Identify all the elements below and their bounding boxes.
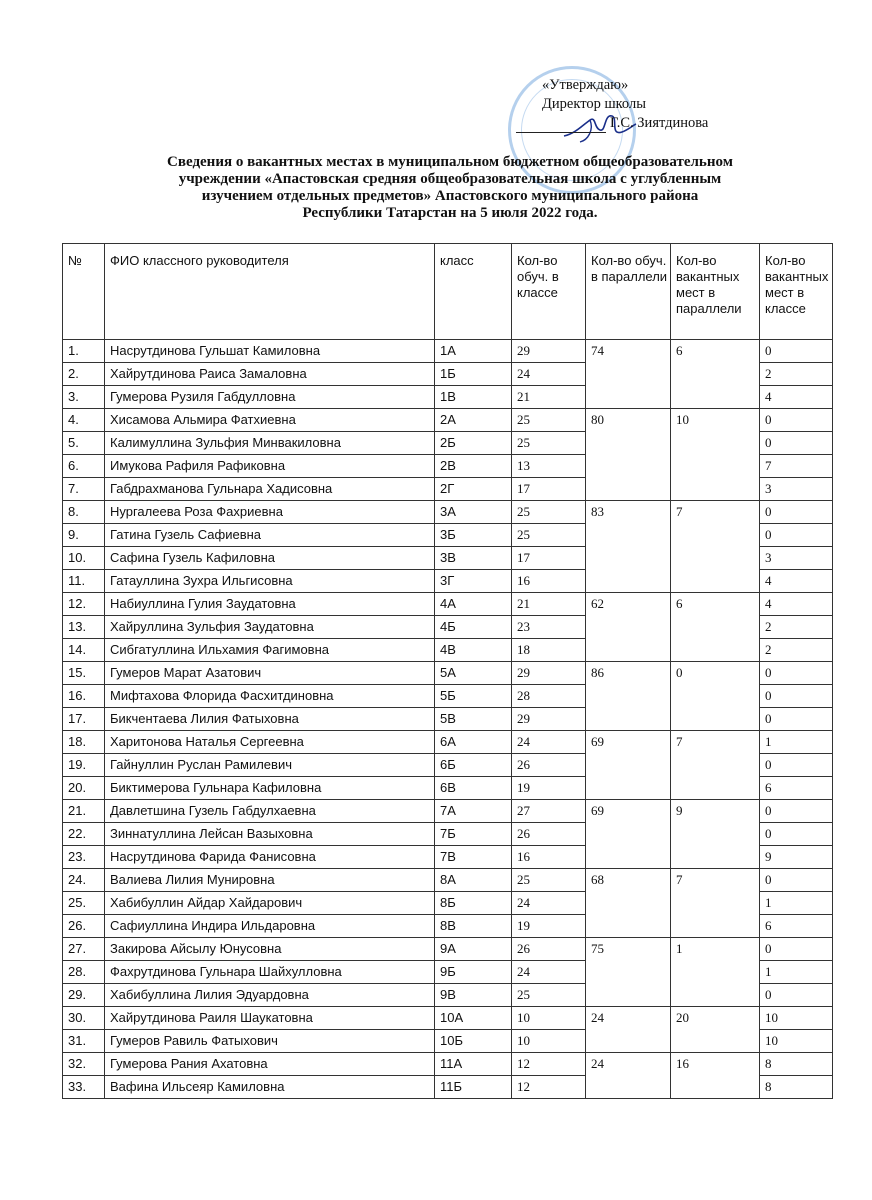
row-number: 13. xyxy=(63,616,105,639)
class-name: 1Б xyxy=(435,363,512,386)
row-number: 29. xyxy=(63,984,105,1007)
students-in-class: 29 xyxy=(512,662,586,685)
header-class: класс xyxy=(435,244,512,340)
class-name: 3Г xyxy=(435,570,512,593)
vacancies-in-parallel: 9 xyxy=(671,800,760,869)
teacher-name: Хабибуллин Айдар Хайдарович xyxy=(105,892,435,915)
students-in-class: 25 xyxy=(512,501,586,524)
class-name: 4Б xyxy=(435,616,512,639)
students-in-class: 29 xyxy=(512,708,586,731)
vacancies-in-class: 1 xyxy=(760,731,833,754)
vacancies-in-class: 4 xyxy=(760,570,833,593)
students-in-parallel: 75 xyxy=(586,938,671,1007)
teacher-name: Насрутдинова Фарида Фанисовна xyxy=(105,846,435,869)
approval-block xyxy=(516,76,816,133)
students-in-class: 16 xyxy=(512,846,586,869)
vacancies-in-parallel: 7 xyxy=(671,869,760,938)
teacher-name: Валиева Лилия Мунировна xyxy=(105,869,435,892)
vacancies-in-class: 0 xyxy=(760,869,833,892)
document-title xyxy=(100,154,800,222)
students-in-class: 25 xyxy=(512,524,586,547)
row-number: 17. xyxy=(63,708,105,731)
row-number: 4. xyxy=(63,409,105,432)
teacher-name: Гумерова Рания Ахатовна xyxy=(105,1053,435,1076)
vacancies-in-class: 9 xyxy=(760,846,833,869)
row-number: 26. xyxy=(63,915,105,938)
teacher-name: Гумеров Равиль Фатыхович xyxy=(105,1030,435,1053)
row-number: 15. xyxy=(63,662,105,685)
vacancies-in-class: 0 xyxy=(760,409,833,432)
vacancies-in-class: 0 xyxy=(760,501,833,524)
teacher-name: Бикчентаева Лилия Фатыховна xyxy=(105,708,435,731)
students-in-class: 21 xyxy=(512,386,586,409)
row-number: 21. xyxy=(63,800,105,823)
row-number: 24. xyxy=(63,869,105,892)
teacher-name: Габдрахманова Гульнара Хадисовна xyxy=(105,478,435,501)
row-number: 3. xyxy=(63,386,105,409)
students-in-class: 24 xyxy=(512,363,586,386)
vacancies-in-parallel: 10 xyxy=(671,409,760,501)
students-in-class: 19 xyxy=(512,777,586,800)
class-name: 2Г xyxy=(435,478,512,501)
vacancies-in-class: 0 xyxy=(760,662,833,685)
vacancies-in-class: 0 xyxy=(760,708,833,731)
teacher-name: Гайнуллин Руслан Рамилевич xyxy=(105,754,435,777)
row-number: 10. xyxy=(63,547,105,570)
vacancies-in-parallel: 0 xyxy=(671,662,760,731)
row-number: 32. xyxy=(63,1053,105,1076)
row-number: 20. xyxy=(63,777,105,800)
class-name: 6В xyxy=(435,777,512,800)
vacancies-in-class: 0 xyxy=(760,432,833,455)
row-number: 12. xyxy=(63,593,105,616)
vacancies-in-class: 3 xyxy=(760,478,833,501)
class-name: 3А xyxy=(435,501,512,524)
row-number: 27. xyxy=(63,938,105,961)
vacancies-in-class: 6 xyxy=(760,915,833,938)
class-name: 5А xyxy=(435,662,512,685)
teacher-name: Хайрутдинова Раиса Замаловна xyxy=(105,363,435,386)
class-name: 1В xyxy=(435,386,512,409)
teacher-name: Имукова Рафиля Рафиковна xyxy=(105,455,435,478)
row-number: 8. xyxy=(63,501,105,524)
approval-position: Директор школы xyxy=(542,96,646,112)
class-name: 11Б xyxy=(435,1076,512,1099)
vacancies-in-class: 2 xyxy=(760,616,833,639)
vacancies-in-parallel: 16 xyxy=(671,1053,760,1099)
class-name: 8В xyxy=(435,915,512,938)
students-in-class: 24 xyxy=(512,731,586,754)
row-number: 2. xyxy=(63,363,105,386)
students-in-parallel: 83 xyxy=(586,501,671,593)
table-row xyxy=(63,409,833,432)
teacher-name: Гатауллина Зухра Ильгисовна xyxy=(105,570,435,593)
teacher-name: Хабибуллина Лилия Эдуардовна xyxy=(105,984,435,1007)
students-in-class: 26 xyxy=(512,823,586,846)
class-name: 1А xyxy=(435,340,512,363)
class-name: 4В xyxy=(435,639,512,662)
row-number: 5. xyxy=(63,432,105,455)
vacancies-in-class: 0 xyxy=(760,685,833,708)
students-in-class: 26 xyxy=(512,754,586,777)
class-name: 7А xyxy=(435,800,512,823)
class-name: 4А xyxy=(435,593,512,616)
vacancies-in-class: 0 xyxy=(760,938,833,961)
signature-line xyxy=(516,116,606,133)
class-name: 10Б xyxy=(435,1030,512,1053)
teacher-name: Набиуллина Гулия Заудатовна xyxy=(105,593,435,616)
class-name: 9В xyxy=(435,984,512,1007)
students-in-class: 29 xyxy=(512,340,586,363)
row-number: 11. xyxy=(63,570,105,593)
students-in-parallel: 68 xyxy=(586,869,671,938)
students-in-parallel: 86 xyxy=(586,662,671,731)
class-name: 6Б xyxy=(435,754,512,777)
class-name: 8А xyxy=(435,869,512,892)
table-row xyxy=(63,662,833,685)
students-in-class: 25 xyxy=(512,984,586,1007)
row-number: 23. xyxy=(63,846,105,869)
students-in-class: 24 xyxy=(512,892,586,915)
table-row xyxy=(63,1053,833,1076)
class-name: 7В xyxy=(435,846,512,869)
students-in-class: 23 xyxy=(512,616,586,639)
vacancies-in-class: 0 xyxy=(760,340,833,363)
row-number: 18. xyxy=(63,731,105,754)
students-in-class: 21 xyxy=(512,593,586,616)
vacancies-in-class: 1 xyxy=(760,892,833,915)
vacancies-in-class: 2 xyxy=(760,363,833,386)
vacancies-in-class: 3 xyxy=(760,547,833,570)
students-in-class: 10 xyxy=(512,1030,586,1053)
table-row xyxy=(63,593,833,616)
students-in-class: 12 xyxy=(512,1076,586,1099)
vacancies-in-class: 8 xyxy=(760,1053,833,1076)
table-row xyxy=(63,800,833,823)
vacancies-in-class: 0 xyxy=(760,823,833,846)
students-in-class: 25 xyxy=(512,869,586,892)
class-name: 2А xyxy=(435,409,512,432)
vacancies-in-class: 4 xyxy=(760,386,833,409)
approval-director-name: Г.С. Зиятдинова xyxy=(610,115,709,131)
row-number: 6. xyxy=(63,455,105,478)
teacher-name: Хайрутдинова Раиля Шаукатовна xyxy=(105,1007,435,1030)
students-in-class: 25 xyxy=(512,432,586,455)
students-in-class: 27 xyxy=(512,800,586,823)
header-students-in-parallel: Кол-во обуч. в параллели xyxy=(586,244,671,340)
row-number: 14. xyxy=(63,639,105,662)
teacher-name: Закирова Айсылу Юнусовна xyxy=(105,938,435,961)
vacancies-in-class: 6 xyxy=(760,777,833,800)
table-body xyxy=(63,340,833,1099)
teacher-name: Насрутдинова Гульшат Камиловна xyxy=(105,340,435,363)
teacher-name: Хайруллина Зульфия Заудатовна xyxy=(105,616,435,639)
header-vacancies-in-parallel: Кол-во вакантных мест в параллели xyxy=(671,244,760,340)
teacher-name: Гумеров Марат Азатович xyxy=(105,662,435,685)
header-students-in-class: Кол-во обуч. в классе xyxy=(512,244,586,340)
row-number: 1. xyxy=(63,340,105,363)
vacancies-in-parallel: 1 xyxy=(671,938,760,1007)
approval-heading: «Утверждаю» xyxy=(542,77,629,93)
students-in-parallel: 24 xyxy=(586,1007,671,1053)
vacancies-in-class: 10 xyxy=(760,1007,833,1030)
row-number: 22. xyxy=(63,823,105,846)
students-in-class: 24 xyxy=(512,961,586,984)
row-number: 9. xyxy=(63,524,105,547)
row-number: 33. xyxy=(63,1076,105,1099)
students-in-class: 18 xyxy=(512,639,586,662)
vacancies-in-class: 8 xyxy=(760,1076,833,1099)
title-line-4: Республики Татарстан на 5 июля 2022 года. xyxy=(302,205,598,221)
table-row xyxy=(63,501,833,524)
class-name: 2Б xyxy=(435,432,512,455)
students-in-parallel: 69 xyxy=(586,800,671,869)
students-in-class: 17 xyxy=(512,478,586,501)
vacancies-in-class: 2 xyxy=(760,639,833,662)
class-name: 10А xyxy=(435,1007,512,1030)
students-in-class: 12 xyxy=(512,1053,586,1076)
class-name: 3Б xyxy=(435,524,512,547)
teacher-name: Харитонова Наталья Сергеевна xyxy=(105,731,435,754)
students-in-parallel: 24 xyxy=(586,1053,671,1099)
title-line-2: учреждении «Апастовская средняя общеобразовательная школа с углубленным xyxy=(178,171,722,187)
class-name: 11А xyxy=(435,1053,512,1076)
class-name: 9А xyxy=(435,938,512,961)
row-number: 19. xyxy=(63,754,105,777)
table-header-row xyxy=(63,244,833,340)
table-row xyxy=(63,938,833,961)
students-in-class: 16 xyxy=(512,570,586,593)
class-name: 5Б xyxy=(435,685,512,708)
table-row xyxy=(63,1007,833,1030)
table-row xyxy=(63,731,833,754)
students-in-class: 19 xyxy=(512,915,586,938)
teacher-name: Вафина Ильсеяр Камиловна xyxy=(105,1076,435,1099)
teacher-name: Гатина Гузель Сафиевна xyxy=(105,524,435,547)
vacancies-in-class: 4 xyxy=(760,593,833,616)
vacancies-in-class: 0 xyxy=(760,524,833,547)
table-row xyxy=(63,340,833,363)
vacancy-table xyxy=(62,243,833,1099)
teacher-name: Нургалеева Роза Фахриевна xyxy=(105,501,435,524)
students-in-parallel: 69 xyxy=(586,731,671,800)
class-name: 6А xyxy=(435,731,512,754)
class-name: 8Б xyxy=(435,892,512,915)
teacher-name: Сафина Гузель Кафиловна xyxy=(105,547,435,570)
students-in-parallel: 74 xyxy=(586,340,671,409)
vacancies-in-parallel: 20 xyxy=(671,1007,760,1053)
vacancies-in-parallel: 6 xyxy=(671,340,760,409)
students-in-parallel: 80 xyxy=(586,409,671,501)
header-name: ФИО классного руководителя xyxy=(105,244,435,340)
vacancies-in-parallel: 6 xyxy=(671,593,760,662)
teacher-name: Мифтахова Флорида Фасхитдиновна xyxy=(105,685,435,708)
row-number: 28. xyxy=(63,961,105,984)
students-in-class: 26 xyxy=(512,938,586,961)
vacancies-in-parallel: 7 xyxy=(671,501,760,593)
class-name: 7Б xyxy=(435,823,512,846)
row-number: 30. xyxy=(63,1007,105,1030)
vacancies-in-parallel: 7 xyxy=(671,731,760,800)
students-in-class: 25 xyxy=(512,409,586,432)
students-in-class: 28 xyxy=(512,685,586,708)
vacancies-in-class: 0 xyxy=(760,800,833,823)
header-num: № xyxy=(63,244,105,340)
vacancies-in-class: 0 xyxy=(760,984,833,1007)
row-number: 31. xyxy=(63,1030,105,1053)
students-in-class: 10 xyxy=(512,1007,586,1030)
class-name: 3В xyxy=(435,547,512,570)
teacher-name: Гумерова Рузиля Габдулловна xyxy=(105,386,435,409)
students-in-class: 13 xyxy=(512,455,586,478)
students-in-class: 17 xyxy=(512,547,586,570)
class-name: 9Б xyxy=(435,961,512,984)
class-name: 5В xyxy=(435,708,512,731)
vacancies-in-class: 1 xyxy=(760,961,833,984)
teacher-name: Сибгатуллина Ильхамия Фагимовна xyxy=(105,639,435,662)
vacancies-in-class: 0 xyxy=(760,754,833,777)
teacher-name: Сафиуллина Индира Ильдаровна xyxy=(105,915,435,938)
students-in-parallel: 62 xyxy=(586,593,671,662)
teacher-name: Биктимерова Гульнара Кафиловна xyxy=(105,777,435,800)
class-name: 2В xyxy=(435,455,512,478)
teacher-name: Давлетшина Гузель Габдулхаевна xyxy=(105,800,435,823)
teacher-name: Калимуллина Зульфия Минвакиловна xyxy=(105,432,435,455)
table-row xyxy=(63,869,833,892)
row-number: 7. xyxy=(63,478,105,501)
title-line-3: изучением отдельных предметов» Апастовского муниципального района xyxy=(201,188,699,204)
title-line-1: Сведения о вакантных местах в муниципальном бюджетном общеобразовательном xyxy=(167,154,733,170)
teacher-name: Зиннатуллина Лейсан Вазыховна xyxy=(105,823,435,846)
row-number: 25. xyxy=(63,892,105,915)
teacher-name: Фахрутдинова Гульнара Шайхулловна xyxy=(105,961,435,984)
header-vacancies-in-class: Кол-во вакантных мест в классе xyxy=(760,244,833,340)
vacancies-in-class: 10 xyxy=(760,1030,833,1053)
vacancies-in-class: 7 xyxy=(760,455,833,478)
row-number: 16. xyxy=(63,685,105,708)
teacher-name: Хисамова Альмира Фатхиевна xyxy=(105,409,435,432)
